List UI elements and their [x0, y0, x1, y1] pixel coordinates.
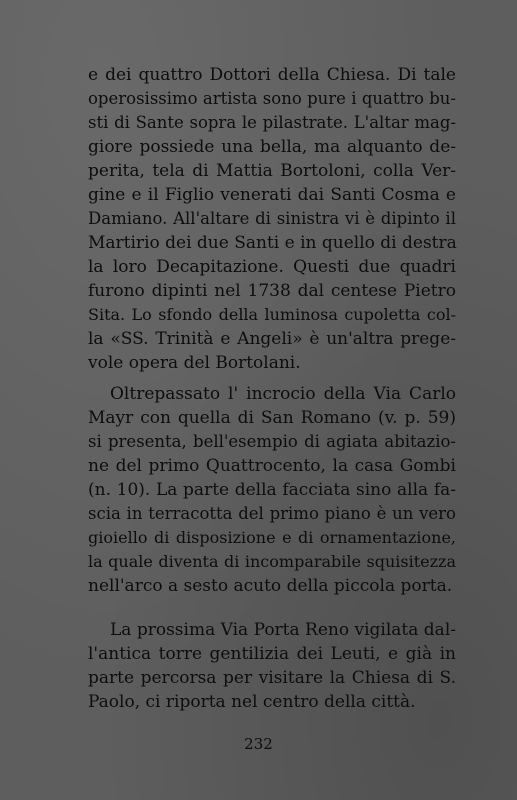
- text-line: la loro Decapitazione. Questi due quadri: [88, 257, 456, 277]
- text-line: (n. 10). La parte della facciata sino alla fa-: [88, 480, 456, 500]
- text-line: la quale diventa di incomparabile squisitezza: [88, 552, 456, 571]
- text-line: perita, tela di Mattia Bortoloni, colla Ver-: [88, 161, 456, 181]
- text-line: parte percorsa per visitare la Chiesa di S.: [88, 668, 456, 688]
- text-line: Paolo, ci riporta nel centro della città.: [88, 692, 416, 712]
- text-line: vole opera del Bortolani.: [88, 353, 301, 373]
- text-line: giore possiede una bella, ma alquanto de-: [88, 137, 456, 157]
- text-line: scia in terracotta del primo piano è un vero: [88, 504, 456, 523]
- text-line: sti di Sante sopra le pilastrate. L'altar mag-: [88, 113, 456, 132]
- text-line: e dei quattro Dottori della Chiesa. Di tale: [88, 65, 456, 85]
- text-line: gine e il Figlio venerati dai Santi Cosma e: [88, 185, 456, 205]
- text-line: operosissimo artista sono pure i quattro bu-: [88, 89, 456, 108]
- text-line: Sita. Lo sfondo della luminosa cupoletta col-: [88, 305, 456, 324]
- text-line: gioiello di disposizione e di ornamentazione,: [88, 528, 456, 547]
- text-line: Mayr con quella di San Romano (v. p. 59): [88, 408, 456, 428]
- text-line: la «SS. Trinità e Angeli» è un'altra prege-: [88, 329, 456, 349]
- paragraph-2: [88, 382, 456, 598]
- paragraph-3: [88, 618, 456, 714]
- text-line: ne del primo Quattrocento, la casa Gombi: [88, 456, 456, 476]
- text-line: nell'arco a sesto acuto della piccola porta.: [88, 576, 453, 596]
- text-line: si presenta, bell'esempio di agiata abitazio-: [88, 432, 456, 451]
- text-line: l'antica torre gentilizia dei Leuti, e già in: [88, 644, 456, 664]
- text-line: La prossima Via Porta Reno vigilata dal-: [110, 620, 457, 640]
- text-line: Damiano. All'altare di sinistra vi è dipinto il: [88, 209, 456, 228]
- text-line: Oltrepassato l' incrocio della Via Carlo: [110, 384, 456, 404]
- text-line: Martirio dei due Santi e in quello di destra: [88, 233, 457, 253]
- paragraph-1: [88, 63, 456, 375]
- text-line: furono dipinti nel 1738 dal centese Pietro: [88, 281, 456, 301]
- page-number: 232: [244, 735, 273, 753]
